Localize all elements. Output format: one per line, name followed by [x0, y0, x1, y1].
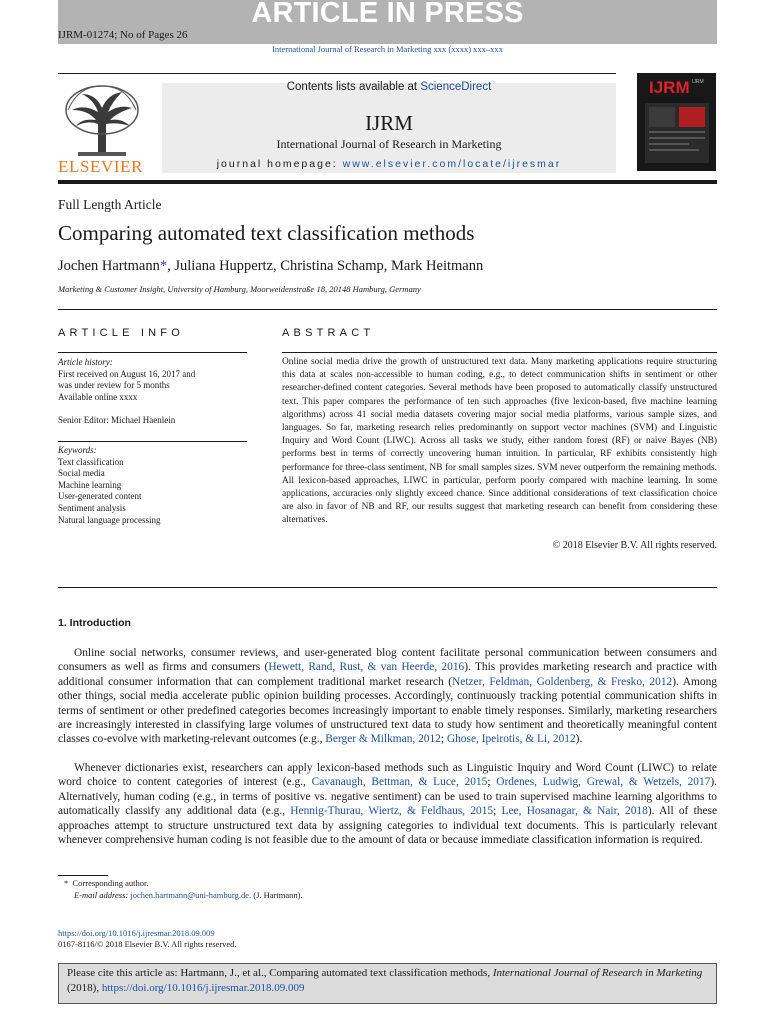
cite-journal: International Journal of Research in Marketing — [492, 967, 703, 979]
citation-link[interactable]: Hennig-Thurau, Wiertz, & Feldhaus, 2015 — [290, 805, 494, 818]
history-line: Available online xxxx — [58, 391, 138, 402]
keywords — [58, 445, 247, 526]
history-line: First received on August 16, 2017 and — [58, 368, 196, 379]
senior-editor: Senior Editor: Michael Haenlein — [58, 415, 176, 425]
contents-prefix: Contents lists available at — [286, 81, 421, 93]
paragraph-text: Online social networks, consumer reviews, and user-generated blog content facilitate personal communication between consumers and consumers as well as firms and consumers ( — [58, 647, 717, 674]
abstract-text: Online social media drive the growth of unstructured text data. Many marketing applications require structuring this data at scales non-accessible to human coding, e.g., to detect communication shifts in sentiment or other researcher-defined content categories. Several methods have been proposed to automatically classify unstructured text. This paper compares the performance of ten such approaches (five lexicon-based, five machine learning algorithms) across 41 social media datasets covering major social media platforms, various sample sizes, and languages. So far, marketing research relies predominantly on support vector machines (SVM) and Linguistic Inquiry and Word Count (LIWC). Across all tasks we study, either random forest (RF) or naive Bayes (NB) performs best in terms of correctly uncovering human intuition. In particular, RF exhibits consistently high performance for three-class sentiment, NB for small samples sizes. SVM never outperform the remaining methods. All lexicon-based approaches, LIWC in particular, perform poorly compared with machine learning. In some applications, accuracies only slightly exceed chance. Since additional considerations of text classification choice are also in favor of NB and RF, our results suggest that marketing research can benefit from considering these alternatives. — [282, 357, 717, 526]
homepage-link[interactable]: www.elsevier.com/locate/ijresmar — [342, 158, 562, 170]
journal-abbreviation: IJRM — [365, 111, 413, 135]
keyword-item: Social media — [58, 468, 105, 479]
affiliation: Marketing & Customer Insight, University of Hamburg, Moorweidenstraße 18, 20148 Hamburg, Germany — [58, 284, 421, 294]
front-matter-bottom-rule — [58, 587, 717, 588]
cite-year: (2018), — [67, 981, 102, 994]
author-list — [58, 258, 483, 275]
elsevier-wordmark: ELSEVIER — [58, 157, 144, 176]
title-block-rule — [58, 309, 717, 310]
article-info-heading: ARTICLE INFO — [58, 327, 184, 339]
paragraph-text: ). Among other things, social media accelerate public opinion building processes. Accordingly, continuously tracking potential communication shifts in terms of sentiment or other predefined categories becomes increasingly important to enable timely responses. Similarly, marketing researchers are increasingly interested in classifying large volumes of unstructured text data to study how sentiment and theoretically meaningful content classes co-evolve with marketing-relevant outcomes (e.g., — [58, 675, 717, 746]
corresponding-label: Corresponding author. — [72, 878, 149, 888]
cite-doi-link[interactable]: https://doi.org/10.1016/j.ijresmar.2018.09.009 — [101, 981, 305, 994]
masthead-top-rule — [58, 73, 616, 74]
other-authors: , Juliana Huppertz, Christina Schamp, Mark Heitmann — [167, 258, 484, 274]
paragraph-text: ). Alternatively, human coding (e.g., in terms of positive vs. negative sentiment) can be used to train supervised machine learning algorithms to automatically classify any additional data (e.g., — [58, 776, 718, 818]
history-line: was under review for 5 months — [58, 380, 170, 391]
history-label: Article history: — [58, 357, 113, 367]
keyword-item: Natural language processing — [58, 514, 161, 525]
article-history — [58, 357, 247, 403]
citation-link[interactable]: Lee, Hosanagar, & Nair, 2018 — [501, 805, 648, 818]
footnote-rule — [58, 875, 108, 876]
keywords-rule — [58, 441, 247, 442]
citation-link[interactable]: Ordenes, Ludwig, Grewal, & Wetzels, 2017 — [496, 776, 711, 789]
citation-box — [58, 963, 717, 1004]
citation-link[interactable]: Netzer, Feldman, Goldenberg, & Fresko, 2012 — [452, 675, 673, 688]
journal-homepage — [162, 158, 616, 170]
paragraph-text: ; — [487, 776, 497, 789]
email-suffix: . (J. Hartmann). — [248, 890, 303, 900]
paragraph-text: ; — [493, 805, 502, 818]
corresponding-author-mark[interactable]: * — [159, 258, 168, 274]
keyword-item: User-generated content — [58, 491, 142, 502]
abstract-heading: ABSTRACT — [282, 327, 375, 339]
email-link[interactable]: jochen.hartmann@uni-hamburg.de — [130, 890, 249, 900]
banner-text: ARTICLE IN PRESS — [251, 0, 524, 29]
cover-artwork — [645, 103, 709, 163]
cover-small-text: IJRM — [692, 79, 704, 85]
citation-link[interactable]: Ghose, Ipeirotis, & Li, 2012 — [446, 733, 576, 746]
paragraph-text: ). All of these approaches attempt to structure unstructured text data by assigning categories to individual text documents. This is particularly relevant whenever comprehensive human coding is not feasible due to the amount of data or because immediate classification information is required. — [58, 805, 717, 847]
intro-paragraph-1 — [58, 646, 717, 747]
paragraph-text: ; — [440, 733, 447, 746]
email-note — [74, 890, 303, 900]
paragraph-text: ). This provides marketing research and practice with additional consumer information that can complement traditional market research ( — [58, 661, 717, 688]
manuscript-id: IJRM-01274; No of Pages 26 — [58, 29, 188, 41]
journal-full-name: International Journal of Research in Marketing — [276, 137, 502, 151]
article-info-rule — [58, 352, 247, 353]
article-type: Full Length Article — [58, 197, 162, 212]
sciencedirect-link[interactable]: ScienceDirect — [420, 81, 492, 93]
homepage-prefix: journal homepage: — [216, 158, 343, 170]
paragraph-text: ). — [575, 733, 583, 746]
citation-link[interactable]: Hewett, Rand, Rust, & van Heerde, 2016 — [268, 661, 465, 674]
keyword-item: Machine learning — [58, 479, 122, 490]
section-heading-introduction: 1. Introduction — [58, 617, 131, 629]
journal-reference[interactable]: International Journal of Research in Marketing xxx (xxxx) xxx–xxx — [272, 44, 503, 54]
journal-cover-image — [637, 73, 716, 171]
citation-link[interactable]: Berger & Milkman, 2012 — [325, 733, 441, 746]
keyword-item: Text classification — [58, 456, 124, 467]
cite-prefix: Please cite this article as: Hartmann, J., et al., Comparing automated text classification methods, — [67, 967, 493, 979]
first-author: Jochen Hartmann — [58, 258, 160, 274]
article-title: Comparing automated text classification methods — [58, 221, 475, 245]
issn-copyright: 0167-8116/© 2018 Elsevier B.V. All rights reserved. — [58, 939, 237, 949]
masthead-bottom-rule — [58, 180, 717, 184]
citation-link[interactable]: Cavanaugh, Bettman, & Luce, 2015 — [311, 776, 488, 789]
corresponding-author-note — [64, 878, 149, 888]
paragraph-text: Whenever dictionaries exist, researchers can apply lexicon-based methods such as Linguistic Inquiry and Word Count (LIWC) to relate word choice to content categories of interest (e.g., — [58, 762, 717, 789]
abstract-copyright: © 2018 Elsevier B.V. All rights reserved. — [552, 540, 717, 551]
doi-link[interactable]: https://doi.org/10.1016/j.ijresmar.2018.09.009 — [58, 928, 215, 938]
keywords-label: Keywords: — [58, 445, 97, 455]
cover-title: IJRM — [649, 78, 690, 97]
email-label: E-mail address: — [74, 890, 129, 900]
footnote-mark: * — [64, 878, 69, 888]
intro-paragraph-2 — [58, 761, 717, 847]
abstract-rule — [282, 352, 717, 353]
keyword-item: Sentiment analysis — [58, 502, 126, 513]
contents-line — [162, 81, 616, 93]
